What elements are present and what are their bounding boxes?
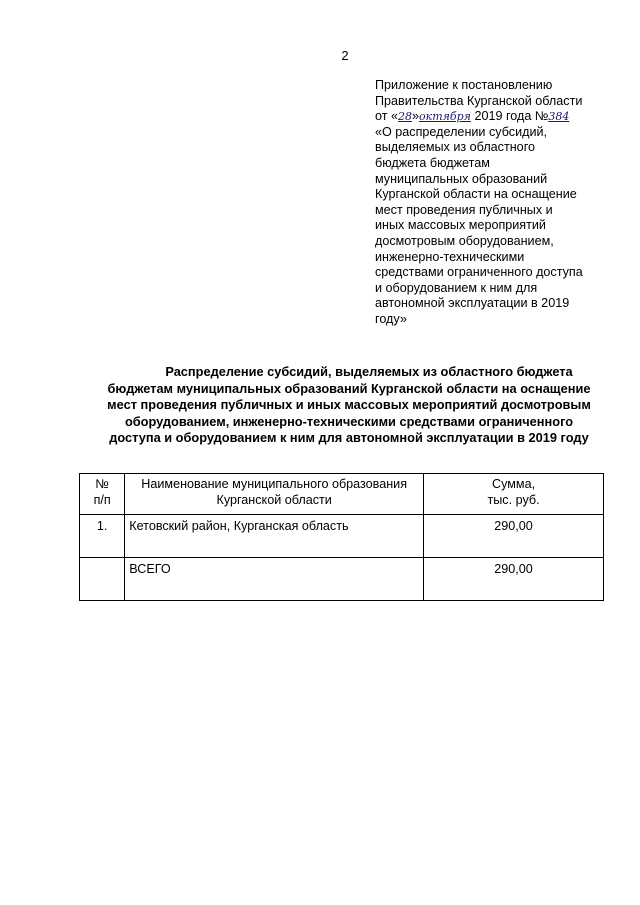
appendix-line: средствами ограниченного доступа [375, 265, 583, 280]
appendix-line: «О распределении субсидий, [375, 124, 548, 139]
header-sum-line1: Сумма, [492, 477, 536, 491]
heading-line: мест проведения публичных и иных массовых мероприятий досмотровым [107, 397, 591, 412]
document-heading [78, 364, 620, 447]
distribution-table [79, 473, 604, 601]
date-prefix: от « [375, 109, 398, 124]
appendix-line: Курганской области на оснащение [375, 187, 577, 202]
header-sum-line2: тыс. руб. [487, 493, 540, 507]
table-row [80, 515, 604, 558]
appendix-line: инженерно-техническими [375, 249, 525, 264]
row-municipality: Кетовский район, Курганская область [125, 515, 424, 558]
heading-line: оборудованием, инженерно-техническими средствами ограниченного [124, 413, 574, 429]
heading-line: Распределение субсидий, выделяемых из областного бюджета [165, 364, 573, 379]
header-municipality-line1: Наименование муниципального образования [141, 477, 408, 491]
header-municipality [125, 474, 424, 515]
table-total-row [80, 558, 604, 601]
appendix-line: мест проведения публичных и [375, 202, 553, 217]
appendix-line: году» [375, 311, 407, 326]
row-sum: 290,00 [424, 515, 604, 558]
header-municipality-line2: Курганской области [216, 493, 332, 507]
total-number [80, 558, 125, 601]
appendix-block [375, 78, 620, 328]
appendix-line: бюджета бюджетам [375, 155, 490, 170]
handwritten-month: октября [419, 110, 471, 124]
table-header-row [80, 474, 604, 515]
date-year: 2019 года № [470, 109, 549, 124]
appendix-line: досмотровым оборудованием, [375, 233, 554, 248]
heading-line: доступа и оборудованием к ним для автономной эксплуатации в 2019 году [109, 430, 589, 445]
appendix-line: и оборудованием к ним для [375, 280, 538, 295]
page-number: 2 [341, 48, 349, 63]
header-number-line1: № [95, 477, 109, 491]
appendix-line: Приложение к постановлению [375, 78, 553, 92]
appendix-line: иных массовых мероприятий [375, 218, 546, 233]
row-number: 1. [80, 515, 125, 558]
appendix-line: Правительства Курганской области [375, 93, 583, 108]
date-mid: » [412, 109, 420, 124]
appendix-line: выделяемых из областного [375, 140, 536, 155]
heading-line: бюджетам муниципальных образований Курганской области на оснащение [107, 380, 591, 396]
appendix-line: автономной эксплуатации в 2019 [375, 296, 570, 311]
total-sum: 290,00 [424, 558, 604, 601]
handwritten-day: 28 [398, 110, 412, 124]
appendix-line: муниципальных образований [375, 171, 548, 186]
appendix-date-line [375, 109, 620, 125]
handwritten-doc-number: 384 [548, 110, 570, 124]
header-number [80, 474, 125, 515]
total-label: ВСЕГО [125, 558, 424, 601]
header-number-line2: п/п [93, 493, 111, 507]
header-sum [424, 474, 604, 515]
